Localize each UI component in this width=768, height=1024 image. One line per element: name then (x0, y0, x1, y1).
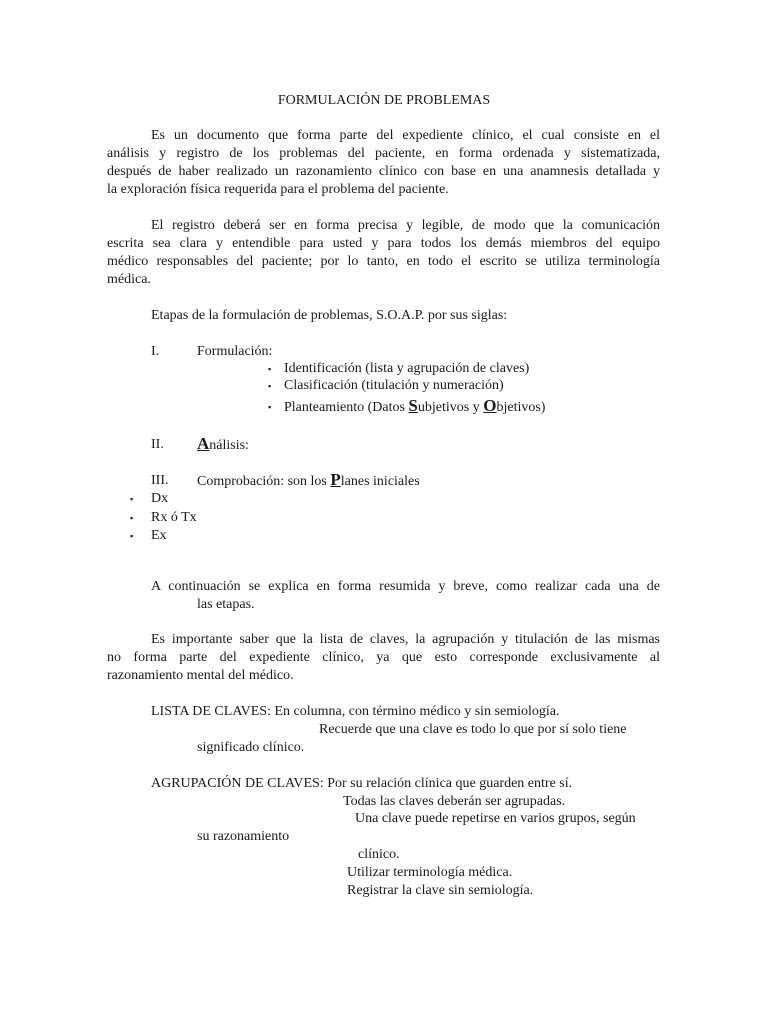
paragraph-line: médica. (107, 272, 151, 287)
agrupacion-line: clínico. (358, 847, 400, 862)
paragraph-line: Es un documento que forma parte del expediente clínico, el cual consiste en el (151, 128, 660, 143)
paragraph-line: médico responsables del paciente; por lo tanto, en todo el escrito se utiliza terminología (107, 254, 660, 269)
agrupacion-heading: AGRUPACIÓN DE CLAVES: (151, 776, 324, 791)
section-label-text: Comprobación: son los (197, 474, 331, 489)
paragraph-line: las etapas. (197, 597, 255, 612)
paragraph-line: razonamiento mental del médico. (107, 668, 294, 683)
list-item-text: bjetivos) (496, 400, 546, 415)
bullet-icon: ▪ (268, 402, 272, 412)
list-item-text: ubjetivos y (417, 400, 484, 415)
list-item: Clasificación (titulación y numeración) (284, 378, 504, 393)
section-label: Formulación: (197, 344, 273, 359)
list-item: Ex (151, 528, 167, 543)
list-item: Rx ó Tx (151, 510, 197, 525)
agrupacion-text: Por su relación clínica que guarden entre sí. (323, 776, 573, 791)
agrupacion-line: Una clave puede repetirse en varios grupos, según (355, 811, 636, 826)
agrupacion-line: Registrar la clave sin semiología. (347, 883, 534, 898)
paragraph-line: no forma parte del expediente clínico, ya que esto corresponde exclusivamente al (107, 650, 660, 665)
lista-claves-heading: LISTA DE CLAVES: (151, 704, 271, 719)
section-label (197, 435, 249, 455)
soap-letter-o: O (483, 396, 497, 415)
section-numeral: I. (151, 344, 160, 359)
list-item (284, 397, 545, 417)
page-title: FORMULACIÓN DE PROBLEMAS (277, 93, 491, 108)
paragraph-line: después de haber realizado un razonamiento clínico con base en una anamnesis detallada y (107, 164, 660, 179)
agrupacion-line (151, 775, 572, 793)
section-label-text: lanes iniciales (340, 474, 420, 489)
etapas-intro: Etapas de la formulación de problemas, S.O.A.P. por sus siglas: (151, 308, 508, 323)
list-item: Dx (151, 491, 169, 506)
paragraph-line: A continuación se explica en forma resumida y breve, como realizar cada una de (151, 579, 660, 594)
list-item-text: Planteamiento (Datos (284, 400, 409, 415)
soap-letter-a: A (197, 434, 210, 453)
list-item: Identificación (lista y agrupación de claves) (284, 361, 530, 376)
section-label-text: nálisis: (209, 438, 249, 453)
paragraph-line: la exploración física requerida para el problema del paciente. (107, 182, 449, 197)
paragraph-line: escrita sea clara y entendible para usted y para todos los demás miembros del equipo (107, 236, 660, 251)
soap-letter-s: S (408, 396, 418, 415)
section-label (197, 471, 420, 491)
section-numeral: II. (151, 437, 164, 452)
lista-claves-line: Recuerde que una clave es todo lo que por sí solo tiene (319, 722, 627, 737)
paragraph-line: Es importante saber que la lista de claves, la agrupación y titulación de las mismas (151, 632, 660, 647)
paragraph-line: análisis y registro de los problemas del paciente, en forma ordenada y sistematizada, (107, 146, 660, 161)
agrupacion-line: Todas las claves deberán ser agrupadas. (343, 794, 566, 809)
bullet-icon: ▪ (268, 381, 272, 391)
agrupacion-line: Utilizar terminología médica. (347, 865, 513, 880)
lista-claves-line: significado clínico. (197, 740, 305, 755)
bullet-icon: ▪ (130, 513, 134, 523)
lista-claves-text: En columna, con término médico y sin semiología. (270, 704, 560, 719)
section-numeral: III. (151, 473, 169, 488)
paragraph-line: El registro deberá ser en forma precisa y legible, de modo que la comunicación (151, 218, 660, 233)
bullet-icon: ▪ (268, 364, 272, 374)
bullet-icon: ▪ (130, 531, 134, 541)
soap-letter-p: P (330, 470, 341, 489)
lista-claves-line (151, 703, 559, 721)
agrupacion-line: su razonamiento (197, 829, 290, 844)
bullet-icon: ▪ (130, 494, 134, 504)
